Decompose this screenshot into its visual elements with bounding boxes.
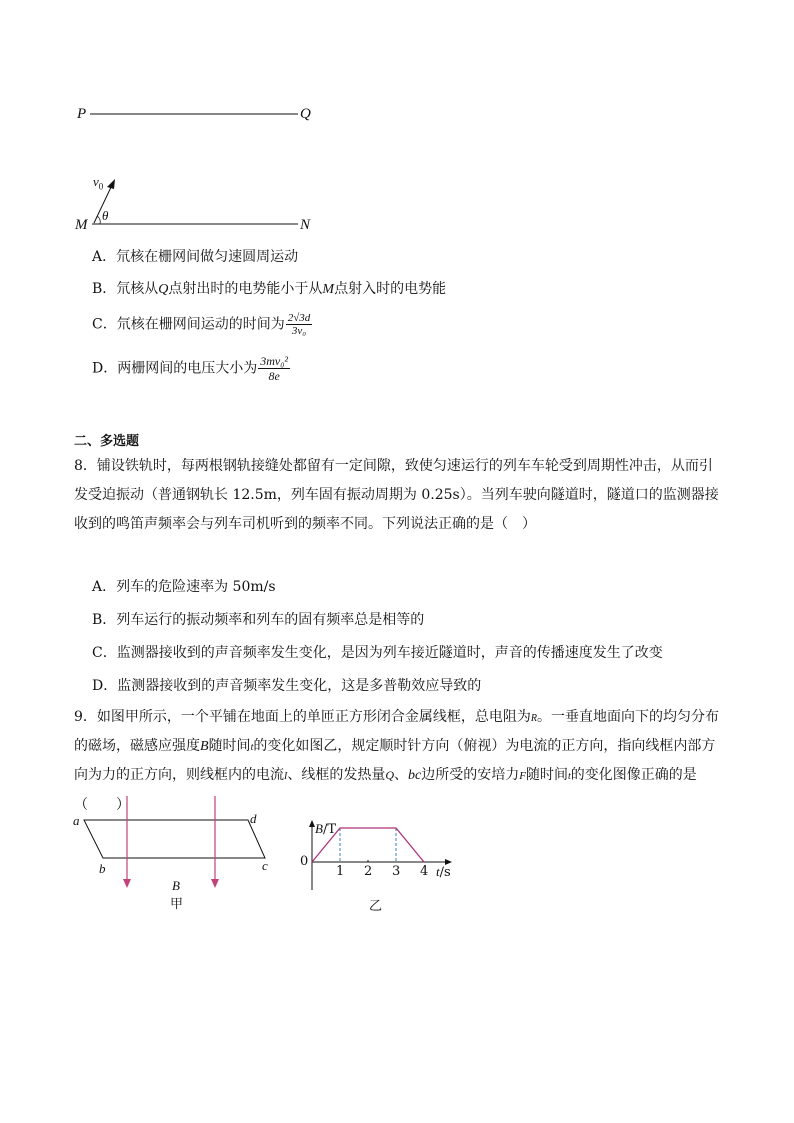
grid-figure <box>70 95 330 240</box>
label-v0: $v_0$ <box>93 174 104 192</box>
y-axis-label: B/T <box>315 821 337 837</box>
q9-line-3: 向为力的正方向，则线框内的电流I、线框的发热量Q、bc边所受的安培力F随时间t的变化图像正确的是 <box>74 767 697 783</box>
vertex-label-a: a <box>73 813 80 828</box>
label-q: Q <box>300 106 311 122</box>
label-p: P <box>77 106 87 122</box>
origin-label: 0 <box>300 854 309 869</box>
q8-option-c: C．监测器接收到的声音频率发生变化，是因为列车接近隧道时，声音的传播速度发生了改变 <box>92 645 663 661</box>
fraction-d: $\frac{\text{3mv₀²}}{8e}$ <box>260 354 288 383</box>
field-arrowhead-left <box>123 879 131 888</box>
q8-option-d: D．监测器接收到的声音频率发生变化，这是多普勒效应导致的 <box>92 678 482 694</box>
x-tick-label-2: 2 <box>364 864 373 879</box>
figure-yi-caption: 乙 <box>369 899 383 914</box>
x-tick-label-4: 4 <box>420 864 429 879</box>
vertex-label-d: d <box>250 811 257 826</box>
velocity-arrowhead <box>107 179 115 189</box>
q7-option-d: D．两栅网间的电压大小为 $\frac{\text{3mv₀²}}{8e}$ <box>92 354 288 383</box>
figure-jia-caption: 甲 <box>170 897 184 912</box>
vertex-label-b: b <box>99 861 106 876</box>
wire-frame <box>84 820 265 858</box>
q8-option-b: B．列车运行的振动频率和列车的固有频率总是相等的 <box>92 612 425 628</box>
vertex-label-c: c <box>262 858 268 873</box>
theta-arc <box>97 216 100 224</box>
q7-option-a: A．氘核在栅网间做匀速圆周运动 <box>92 249 299 265</box>
x-axis-label: t/s <box>436 864 451 880</box>
section-heading: 二、多选题 <box>74 434 140 449</box>
q9-line-2: 的磁场，磁感应强度B随时间t的变化如图乙，规定顺时针方向（俯视）为电流的正方向，指向线框内部方 <box>74 738 716 754</box>
label-n: N <box>300 217 311 233</box>
q7-option-b: B．氘核从Q点射出时的电势能小于从M点射入时的电势能 <box>92 281 447 297</box>
x-tick-label-1: 1 <box>336 864 345 879</box>
q7-option-c: C．氘核在栅网间运动的时间为 $\frac{2√3d}{\text{3v₀}}$ <box>92 312 311 337</box>
q8-option-a: A．列车的危险速率为 50m/s <box>92 579 276 595</box>
x-tick-label-3: 3 <box>392 864 401 879</box>
q9-line-1: 9．如图甲所示，一个平铺在地面上的单匝正方形闭合金属线框，总电阻为R。一垂直地面向下的均匀分布 <box>74 709 720 725</box>
label-theta: θ <box>102 208 109 223</box>
field-label-b: B <box>172 878 180 893</box>
field-arrowhead-right <box>211 879 219 888</box>
q8-stem: 8．铺设铁轨时，每两根钢轨接缝处都留有一定间隙，致使匀速运行的列车车轮受到周期性冲击，从而引发受迫振动（普通钢轨长 12.5m，列车固有振动周期为 0.25s）。当列车驶向隧道时，隧道口的监测器接收到的鸣笛声频率会与列车司机听到的频率不同。下列说法正确的是（ ） <box>74 458 719 532</box>
fraction-c: $\frac{2√3d}{\text{3v₀}}$ <box>287 312 311 337</box>
q9-answer-blank: （ ） <box>74 797 130 813</box>
label-m: M <box>75 217 88 233</box>
